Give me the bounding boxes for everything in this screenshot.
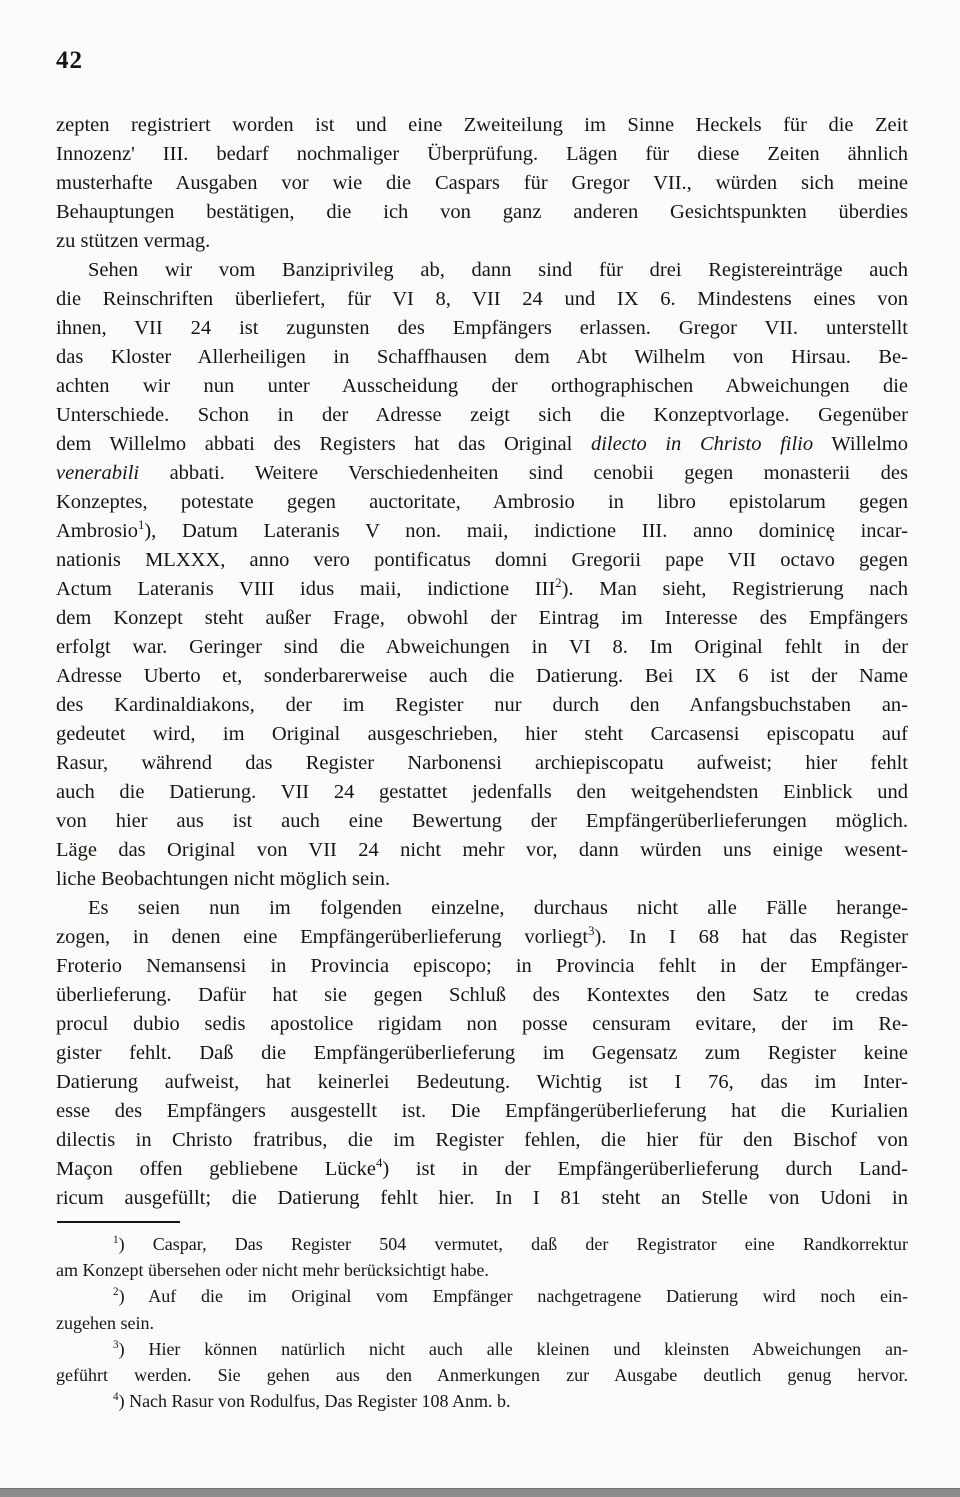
text-line: Actum Lateranis VIII idus maii, indictione III$^2$). Man sieht, Registrierung nach xyxy=(56,576,908,600)
text-line: von hier aus ist auch eine Bewertung der Empfängerüberlieferungen möglich. xyxy=(56,810,908,832)
text-line: ihnen, VII 24 ist zugunsten des Empfängers erlassen. Gregor VII. unterstellt xyxy=(56,317,908,339)
text-line: Froterio Nemansensi in Provincia episcopo; in Provincia fehlt in der Empfänger- xyxy=(56,955,908,977)
text-line: zepten registriert worden ist und eine Zweiteilung im Sinne Heckels für die Zeit xyxy=(56,114,908,136)
text-line: erfolgt war. Geringer sind die Abweichungen in VI 8. Im Original fehlt in der xyxy=(56,636,908,658)
latin-quote: dilecto in Christo filio xyxy=(590,433,814,455)
text-line: Adresse Uberto et, sonderbarerweise auch die Datierung. Bei IX 6 ist der Name xyxy=(56,665,908,687)
text-line: dem Konzept steht außer Frage, obwohl der Eintrag im Interesse des Empfängers xyxy=(56,607,908,629)
text-line: auch die Datierung. VII 24 gestattet jedenfalls den weitgehendsten Einblick und xyxy=(56,781,908,803)
footnote-marker: 2 xyxy=(555,576,562,591)
text-line: des Kardinaldiakons, der im Register nur durch den Anfangsbuchstaben an- xyxy=(56,694,908,716)
footnote-marker: 2 xyxy=(113,1286,119,1299)
text-line: überlieferung. Dafür hat sie gegen Schluß des Kontextes den Satz te credas xyxy=(56,984,908,1006)
footnote-line: geführt werden. Sie gehen aus den Anmerkungen zur Ausgabe deutlich genug hervor. xyxy=(56,1365,908,1386)
footnote-line: zugehen sein. xyxy=(56,1312,154,1333)
latin-quote: venerabili xyxy=(56,462,140,484)
page-number: 42 xyxy=(56,47,83,74)
text-line: Rasur, während das Register Narbonensi archiepiscopatu aufweist; hier fehlt xyxy=(56,752,908,774)
text-line: nationis MLXXX, anno vero pontificatus domni Gregorii pape VII octavo gegen xyxy=(56,549,908,571)
footnote-marker: 3 xyxy=(588,924,595,939)
scan-edge-artifact xyxy=(0,1488,960,1497)
text-line: Maçon offen gebliebene Lücke$^4$) ist in der Empfängerüberlieferung durch Land- xyxy=(56,1156,908,1180)
text-line: Sehen wir vom Banziprivileg ab, dann sind für drei Registereinträge auch xyxy=(88,259,908,281)
body-text xyxy=(56,111,908,1213)
text-line: Konzeptes, potestate gegen auctoritate, Ambrosio in libro epistolarum gegen xyxy=(56,491,908,513)
footnote-line: $^4$) Nach Rasur von Rodulfus, Das Register 108 Anm. b. xyxy=(113,1391,511,1412)
text-line: das Kloster Allerheiligen in Schaffhausen dem Abt Wilhelm von Hirsau. Be- xyxy=(56,346,908,368)
footnote-marker: 1 xyxy=(138,518,145,533)
footnote-marker: 3 xyxy=(113,1338,119,1351)
text-line: zu stützen vermag. xyxy=(56,230,211,252)
footnote-line: $^2$) Auf die im Original vom Empfänger nachgetragene Datierung wird noch ein- xyxy=(113,1286,908,1307)
text-line: Ambrosio$^1$), Datum Lateranis V non. maii, indictione III. anno dominicę incar- xyxy=(56,518,908,542)
footnotes xyxy=(56,1231,908,1414)
footnote-separator-rule xyxy=(57,1221,180,1223)
text-line: Es seien nun im folgenden einzelne, durchaus nicht alle Fälle herange- xyxy=(88,897,908,919)
text-line: Unterschiede. Schon in der Adresse zeigt sich die Konzeptvorlage. Gegenüber xyxy=(56,404,908,426)
text-line: zogen, in denen eine Empfängerüberlieferung vorliegt$^3$). In I 68 hat das Register xyxy=(56,924,909,948)
footnote-line: $^3$) Hier können natürlich nicht auch alle kleinen und kleinsten Abweichungen an- xyxy=(113,1338,908,1359)
text-line: die Reinschriften überliefert, für VI 8, VII 24 und IX 6. Mindestens eines von xyxy=(56,288,908,310)
footnote-marker: 4 xyxy=(113,1391,119,1404)
footnote-line: am Konzept übersehen oder nicht mehr berücksichtigt habe. xyxy=(56,1260,489,1281)
text-line: esse des Empfängers ausgestellt ist. Die Empfängerüberlieferung hat die Kurialien xyxy=(56,1100,908,1122)
text-line: ricum ausgefüllt; die Datierung fehlt hier. In I 81 steht an Stelle von Udoni in xyxy=(56,1187,908,1209)
text-line: Datierung aufweist, hat keinerlei Bedeutung. Wichtig ist I 76, das im Inter- xyxy=(56,1071,908,1093)
text-line: gedeutet wird, im Original ausgeschrieben, hier steht Carcasensi episcopatu auf xyxy=(56,723,908,745)
text-line: Läge das Original von VII 24 nicht mehr vor, dann würden uns einige wesent- xyxy=(56,839,908,861)
text-line: dem Willelmo abbati des Registers hat das Original dilecto in Christo filio Willelmo xyxy=(56,433,908,455)
text-line: Behauptungen bestätigen, die ich von ganz anderen Gesichtspunkten überdies xyxy=(56,201,908,223)
text-line: procul dubio sedis apostolice rigidam non posse censuram evitare, der im Re- xyxy=(56,1013,908,1035)
text-line: gister fehlt. Daß die Empfängerüberlieferung im Gegensatz zum Register keine xyxy=(56,1042,908,1064)
text-line: liche Beobachtungen nicht möglich sein. xyxy=(56,868,391,890)
text-line: dilectis in Christo fratribus, die im Register fehlen, die hier für den Bischof von xyxy=(56,1129,908,1151)
text-line: musterhafte Ausgaben vor wie die Caspars für Gregor VII., würden sich meine xyxy=(56,172,908,194)
text-line: Innozenz' III. bedarf nochmaliger Überprüfung. Lägen für diese Zeiten ähnlich xyxy=(56,143,908,165)
text-line: achten wir nun unter Ausscheidung der orthographischen Abweichungen die xyxy=(56,375,908,397)
footnote-line: $^1$) Caspar, Das Register 504 vermutet, daß der Registrator eine Randkorrektur xyxy=(113,1234,908,1254)
footnote-marker: 1 xyxy=(113,1234,119,1246)
footnote-marker: 4 xyxy=(375,1156,383,1171)
text-line: venerabili abbati. Weitere Verschiedenheiten sind cenobii gegen monasterii des xyxy=(56,462,908,484)
